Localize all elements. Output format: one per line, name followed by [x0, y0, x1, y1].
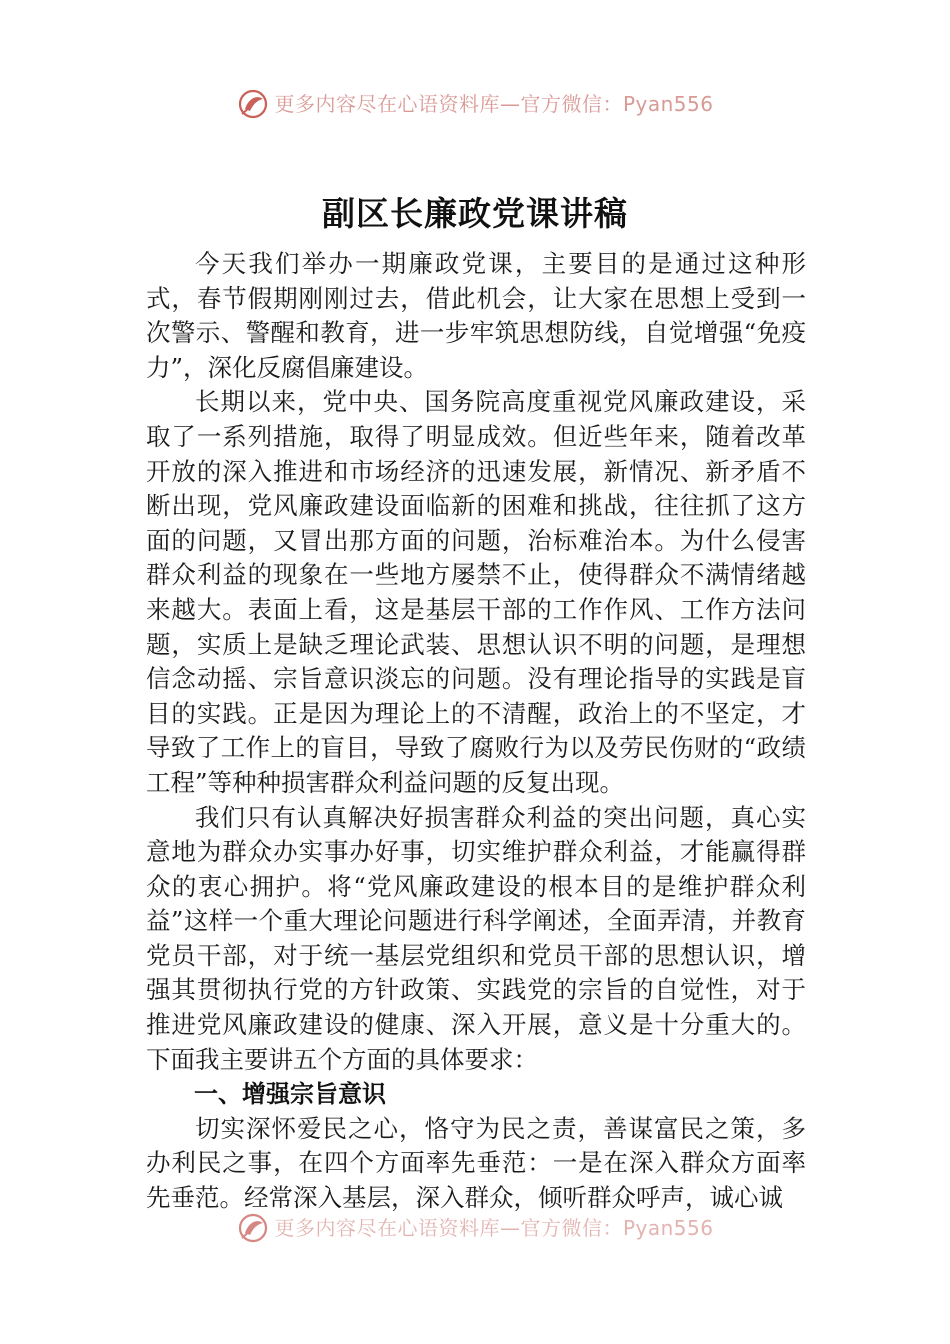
paragraph: 今天我们举办一期廉政党课，主要目的是通过这种形式，春节假期刚刚过去，借此机会，让大家在思想上受到一次警示、警醒和教育，进一步牢筑思想防线，自觉增强“免疫力”，深化反腐倡廉建设。	[146, 249, 806, 382]
watermark-text: 更多内容尽在心语资料库—官方微信：Pyan556	[274, 1216, 714, 1240]
paragraph: 长期以来，党中央、国务院高度重视党风廉政建设，采取了一系列措施，取得了明显成效。但近些年来，随着改革开放的深入推进和市场经济的迅速发展，新情况、新矛盾不断出现，党风廉政建设面临新的困难和挑战，往往抓了这方面的问题，又冒出那方面的问题，治标难治本。为什么侵害群众利益的现象在一些地方屡禁不止，使得群众不满情绪越来越大。表面上看，这是基层干部的工作作风、工作方法问题，实质上是缺乏理论武装、思想认识不明的问题，是理想信念动摇、宗旨意识淡忘的问题。没有理论指导的实践是盲目的实践。正是因为理论上的不清醒，政治上的不坚定，才导致了工作上的盲目，导致了腐败行为以及劳民伤财的“政绩工程”等种种损害群众利益问题的反复出现。	[146, 387, 806, 797]
watermark-text: 更多内容尽在心语资料库—官方微信：Pyan556	[274, 92, 714, 116]
section-heading: 一、增强宗旨意识	[194, 1080, 386, 1109]
watermark-header	[0, 88, 950, 123]
logo-icon	[236, 87, 270, 121]
paragraph: 切实深怀爱民之心，恪守为民之责，善谋富民之策，多办利民之事，在四个方面率先垂范：一是在深入群众方面率先垂范。经常深入基层，深入群众，倾听群众呼声，诚心诚	[146, 1113, 806, 1213]
document-body	[146, 247, 806, 1216]
page-title: 副区长廉政党课讲稿	[322, 194, 628, 233]
logo-icon	[236, 1211, 270, 1245]
watermark-footer	[0, 1212, 950, 1247]
paragraph: 我们只有认真解决好损害群众利益的突出问题，真心实意地为群众办实事办好事，切实维护群众利益，才能赢得群众的衷心拥护。将“党风廉政建设的根本目的是维护群众利益”这样一个重大理论问题进行科学阐述，全面弄清，并教育党员干部，对于统一基层党组织和党员干部的思想认识，增强其贯彻执行党的方针政策、实践党的宗旨的自觉性，对于推进党风廉政建设的健康、深入开展，意义是十分重大的。下面我主要讲五个方面的具体要求：	[146, 802, 806, 1074]
